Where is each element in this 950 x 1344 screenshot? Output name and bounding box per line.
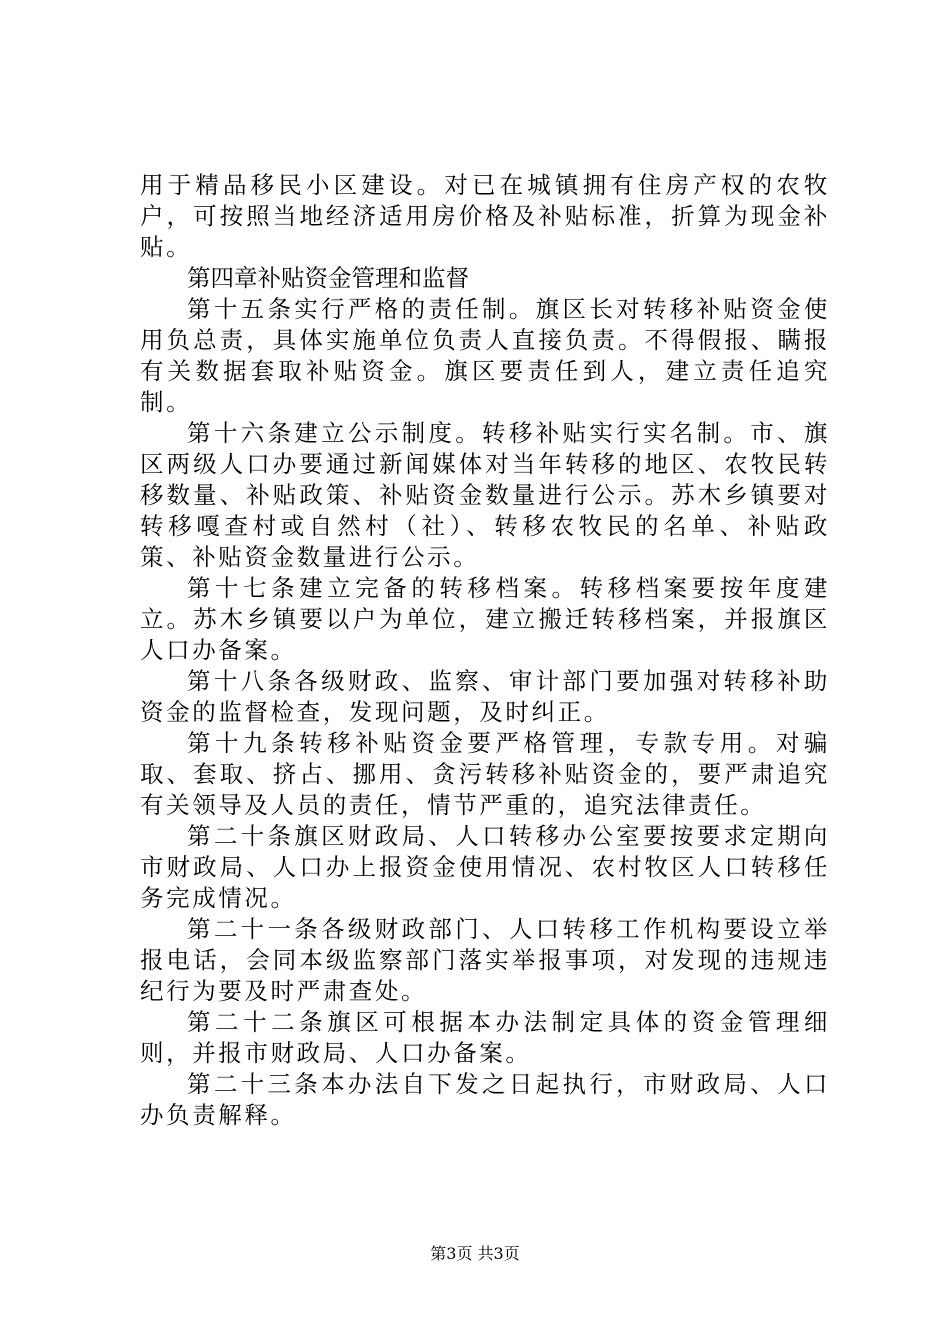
document-body xyxy=(140,170,830,1131)
article-23: 第二十三条本办法自下发之日起执行，市财政局、人口办负责解释。 xyxy=(140,1070,830,1129)
article-17: 第十七条建立完备的转移档案。转移档案要按年度建立。苏木乡镇要以户为单位，建立搬迁转移档案，并报旗区人口办备案。 xyxy=(140,574,830,664)
article-21: 第二十一条各级财政部门、人口转移工作机构要设立举报电话，会同本级监察部门落实举报事项，对发现的违规违纪行为要及时严肃查处。 xyxy=(140,915,830,1005)
article-18: 第十八条各级财政、监察、审计部门要加强对转移补助资金的监督检查，发现问题，及时纠正。 xyxy=(140,667,830,726)
page-footer: 第3页 共3页 xyxy=(430,1244,520,1263)
paragraph-continued: 用于精品移民小区建设。对已在城镇拥有住房产权的农牧户，可按照当地经济适用房价格及补贴标准，折算为现金补贴。 xyxy=(140,171,830,261)
article-20: 第二十条旗区财政局、人口转移办公室要按要求定期向市财政局、人口办上报资金使用情况、农村牧区人口转移任务完成情况。 xyxy=(140,822,830,912)
article-15: 第十五条实行严格的责任制。旗区长对转移补贴资金使用负总责，具体实施单位负责人直接负责。不得假报、瞒报有关数据套取补贴资金。旗区要责任到人，建立责任追究制。 xyxy=(140,295,830,416)
article-19: 第十九条转移补贴资金要严格管理，专款专用。对骗取、套取、挤占、挪用、贪污转移补贴资金的，要严肃追究有关领导及人员的责任，情节严重的，追究法律责任。 xyxy=(140,729,830,819)
article-22: 第二十二条旗区可根据本办法制定具体的资金管理细则，并报市财政局、人口办备案。 xyxy=(140,1008,830,1067)
chapter-heading: 第四章补贴资金管理和监督 xyxy=(187,264,469,292)
article-16: 第十六条建立公示制度。转移补贴实行实名制。市、旗区两级人口办要通过新闻媒体对当年转移的地区、农牧民转移数量、补贴政策、补贴资金数量进行公示。苏木乡镇要对转移嘎查村或自然村（社）、转移农牧民的名单、补贴政策、补贴资金数量进行公示。 xyxy=(140,419,830,571)
